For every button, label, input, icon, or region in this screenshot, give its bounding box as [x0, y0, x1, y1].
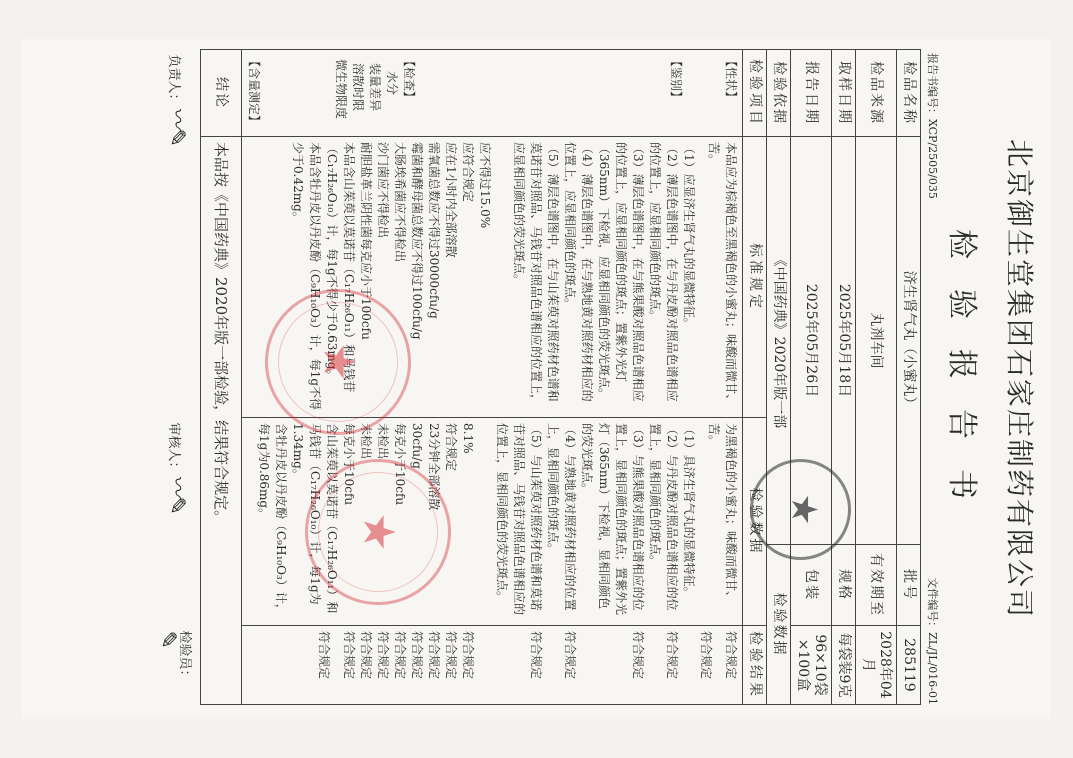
info-row [767, 50, 791, 705]
col-data: 检验数据 [743, 418, 767, 626]
std-traits: 本品应为棕褐色至黑褐色的小蜜丸；味酸而微甘、苦。 [707, 142, 738, 407]
data-weight: 符合规定 [444, 423, 458, 472]
result-cell [242, 626, 743, 705]
result-micro4: 符合规定 [359, 631, 373, 680]
item-micro: 微生物限度 [334, 59, 348, 120]
reviewer-signature: 审核人：〰✎ [164, 422, 189, 515]
responsible-label: 负责人 [166, 54, 181, 94]
inspector-signature: 检验员：✎ [155, 630, 193, 683]
result-id4: 符合规定 [563, 631, 577, 680]
std-assay2: 本品含牡丹皮以丹皮酚（C₉H₁₀O₃）计，每1g不得少于0.42mg。 [291, 142, 322, 411]
report-sheet [21, 39, 1051, 719]
sample-date-value: 2025年05月18日 [832, 137, 856, 545]
signature-row [150, 50, 201, 705]
std-micro3: 大肠埃希菌应不得检出 [393, 142, 407, 263]
result-micro3: 符合规定 [376, 631, 390, 680]
info-row [832, 50, 856, 705]
item-water: 水分 [385, 71, 399, 96]
data-id3: （3）与熊果酸对照品色谱相应的位置上，显相同颜色的斑点；置紫外光灯（365nm）下检视，显相同颜色的荧光斑点。 [580, 423, 645, 616]
reviewer-label: 审核人 [166, 422, 181, 462]
data-traits: 为黑褐色的小蜜丸；味酸而微甘、苦。 [707, 423, 738, 604]
handwritten-signature-icon: ✎ [155, 630, 181, 649]
info-row [791, 50, 832, 705]
report-date-label: 报告日期 [791, 50, 832, 137]
data-water: 8.1% [461, 423, 475, 454]
std-id5: （5）薄层色谱图中，在与山茱萸对照药材色谱和莫诺苷对照品、马钱苷对照品色谱相应的位置上，应显相同颜色的荧光斑点。 [512, 142, 560, 407]
std-water: 应不得过15.0% [478, 142, 492, 229]
data-micro3: 未检出 [376, 423, 390, 460]
star-icon: ★ [313, 342, 364, 382]
result-assay: 符合规定 [317, 631, 331, 680]
data-assay1: 含山茱萸以莫诺苷（C₁₇H₂₆O₁₁）和马钱苷（C₁₇H₂₆O₁₀）计，每1g为1.34mg。 [291, 423, 339, 614]
handwritten-signature-icon: 〰✎ [164, 106, 189, 147]
inspector-label: 检验员 [177, 630, 193, 670]
data-id4: （4）与熟地黄对照药材相应的位置上，显相同颜色的斑点。 [546, 423, 577, 611]
data-micro4: 未检出 [359, 423, 373, 460]
item-assay: 【含量测定】 [247, 55, 261, 128]
result-id3: 符合规定 [631, 631, 645, 680]
item-exam: 【检查】 [402, 55, 416, 104]
column-header-row [743, 50, 767, 705]
data-micro5: 每克小于10cfu [342, 423, 356, 506]
item-traits: 【性状】 [724, 55, 738, 104]
result-water: 符合规定 [461, 631, 475, 680]
std-weight: 应符合规定 [461, 142, 475, 203]
std-id1: （1）应显济生肾气丸的显微特征。 [682, 142, 696, 330]
name-value: 济生肾气丸（小蜜丸） [897, 137, 921, 545]
expiry-value: 2028年04月 [856, 626, 897, 705]
result-weight: 符合规定 [444, 631, 458, 680]
quality-seal-stamp [750, 459, 851, 560]
sample-date-label: 取样日期 [832, 50, 856, 137]
spec-label: 规格 [832, 545, 856, 626]
col-item: 检验项目 [743, 50, 767, 137]
std-id4: （4）薄层色谱图中，在与熟地黄对照药材相应的位置上，应显相同颜色的斑点。 [563, 142, 594, 402]
col-standard: 标准规定 [743, 137, 767, 418]
item-weight: 装量差异 [368, 63, 382, 112]
data-disint: 23分钟全部溶散 [427, 423, 441, 511]
file-number: 文件编号：ZL/JL/016-01 [926, 577, 939, 705]
item-ident: 【鉴别】 [669, 55, 683, 104]
star-icon: ★ [353, 512, 404, 552]
star-icon: ★ [783, 493, 824, 526]
item-cell [242, 50, 743, 137]
company-seal-stamp [305, 459, 451, 605]
std-id2: （2）薄层色谱图中，在与丹皮酚对照品色谱相应的位置上，应显相同颜色的斑点。 [648, 142, 679, 402]
data-id5: （5）与山茱萸对照药材色谱和莫诺苷对照品、马钱苷对照品色谱相应的位置上，显相同颜色的荧光斑点。 [495, 423, 543, 616]
std-micro4: 沙门菌应不得检出 [376, 142, 390, 239]
std-micro2: 霉菌和酵母菌总数应不得过100cfu/g [410, 142, 424, 340]
result-micro2: 符合规定 [393, 631, 407, 680]
data-micro2: 每克小于10cfu [393, 423, 407, 506]
data-id1: （1）具济生肾气丸的显微特征。 [682, 423, 696, 599]
item-disint: 溶散时限 [351, 63, 365, 112]
std-disint: 应在1小时内全部溶散 [444, 142, 458, 258]
report-number: 报告书编号：XCP/2505/035 [926, 53, 939, 199]
conclusion-label: 结论 [201, 50, 242, 137]
data-micro1: 30cfu/g [410, 423, 424, 469]
basis-value: 《中国药典》2020年版一部 [767, 137, 791, 545]
source-label: 检品来源 [856, 50, 897, 137]
result-id5: 符合规定 [529, 631, 543, 680]
batch-value: 285119 [897, 626, 921, 705]
info-row [897, 50, 921, 705]
std-micro1: 需氧菌总数应不得过30000cfu/g [427, 142, 441, 319]
pack-label: 包装 [791, 545, 832, 626]
quality-seal-stamp-red [265, 289, 411, 435]
conclusion-row [201, 50, 242, 705]
std-micro5: 耐胆盐革兰阴性菌每克应小于100cfu [359, 142, 373, 340]
handwritten-signature-icon: 〰✎ [164, 474, 189, 515]
result-micro1: 符合规定 [410, 631, 424, 680]
result-id1: 符合规定 [699, 631, 713, 680]
spec-value: 每袋装9克 [832, 626, 856, 705]
conclusion-text: 本品按《中国药典》2020年版一部检验，结果符合规定。 [201, 137, 242, 705]
company-name: 北京御生堂集团石家庄制药有限公司 [1003, 138, 1036, 619]
result-disint: 符合规定 [427, 631, 441, 680]
info-row [856, 50, 897, 705]
data-id2: （2）与丹皮酚对照品色谱相应的位置上，显相同颜色的斑点。 [648, 423, 679, 611]
std-id3: （3）薄层色谱图中，在与熊果酸对照品色谱相应的位置上，应显相同颜色的斑点；置紫外光灯（365nm）下检视，应显相同颜色的荧光斑点。 [597, 142, 645, 402]
basis-label: 检验依据 [767, 50, 791, 137]
data-label: 检验数据 [767, 545, 791, 705]
document-title: 检验报告书 [944, 229, 979, 529]
data-assay2: 含牡丹皮以丹皮酚（C₉H₁₀O₃）计，每1g为0.86mg。 [257, 423, 288, 616]
std-assay1: 本品含山茱萸以莫诺苷（C₁₇H₂₆O₁₁）和马钱苷（C₁₇H₂₆O₁₀）计，每1g不得少于0.63mg。 [325, 142, 356, 393]
result-traits: 符合规定 [724, 631, 738, 680]
expiry-label: 有效期至 [856, 545, 897, 626]
result-micro5: 符合规定 [342, 631, 356, 680]
report-date-value: 2025年05月26日 [791, 137, 832, 545]
name-label: 检品名称 [897, 50, 921, 137]
col-result: 检验结果 [743, 626, 767, 705]
pack-value: 96×10袋×100盒 [791, 626, 832, 705]
result-id2: 符合规定 [665, 631, 679, 680]
responsible-signature: 负责人：〰✎ [164, 54, 189, 147]
batch-label: 批号 [897, 545, 921, 626]
source-value: 丸剂车间 [856, 137, 897, 545]
